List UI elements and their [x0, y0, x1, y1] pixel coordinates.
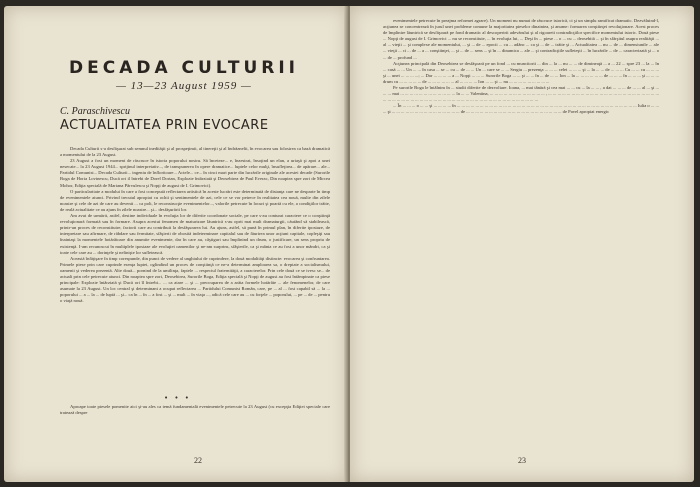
right-body-text [383, 18, 659, 116]
left-body-text [60, 146, 330, 304]
paragraph: Aproape toate piesele pomenite aici şi-au ales ca temă fundamentală evenimentele petrecute la 23 August (cu excepţia Ediţiei speciale care tratează despre [60, 404, 330, 416]
right-page [350, 6, 694, 482]
article-title: ACTUALITATEA PRIN EVOCARE [60, 118, 269, 133]
paragraph: 23 August a fost un moment de răscruce în istoria poporului nostru. Să înceteze... e, înzestrat, însoţind un elan, a uriaşă şi apoi a unei nesecate... la 23 August 1944... sprijinul interpretativ..., de transpunerea în opere dramatice... luptele celor mulţi, însufleţirea... de apărare... ale... Partidul Comunist... Decada Culturii... ingeniu de înfloritoare... Actele... ce... în cinci mari parte din lucrările originale ale acestei decade (Surorile Boga de Horia Lovinescu, Ducă ori il întrebi de Dorel Dorian, Explozie întârziată şi Deosebirea de Paul Everac, Din noaptea spre zori de Mircea Mohor, Ediţia specială de Mariana Pârvulescu şi Nopţi de august de I. Grimovici). [60, 158, 330, 188]
paragraph: Am avut de urmărit, astfel, destine individuale în evoluţia lor de diferite coordonate sociale, pe care s-au conturat caractere ce o conştiinţă revoluţionară formată sau în formare. Asupra acestui fenomen de maturizare lăuntrică s-au oprit mai mult dramaturgii, căutând să stabilească, printr-un proces de reconstituire, factorii care au contribuit la desfăşurarea lui. Au ajuns, astfel, să pună în primul plan, în diferite ipostaze, de interpretare sau afirmare, de răbdare sau fermitate, sfâşierii de obosită indeterminare capitalul sau de făurirea unor acţiuni capitale, copleşiţi sau înaintaşi la momentele hotărâtoare din anumite evenimente, dar în care au, câştiguri sau împlinind un drum, o justificare, un sens propriu de existenţă. I-am recunoscut în multiplele ipostaze ale evoluţiei oamenilor şi ne-am surprins, sfâşierile, ca şi mânia ce au fost a unor mândri, ca şi toate cele care au ... dorinţele şi nelinişte lor sufletească. [60, 213, 330, 255]
page-number-left: 22 [194, 456, 202, 465]
paragraph: Decada Culturii s-a desfăşurat sub semnul inedităţii şi al prospeţimii, al tinereţii şi al îndrăznelii, în evocarea sau folosirea ca bază dramatică a momentului de la 23 August. [60, 146, 330, 158]
left-bottom-text [60, 404, 330, 416]
section-title: DECADA CULTURII [69, 58, 299, 78]
article-author: C. Paraschivescu [60, 106, 130, 117]
paragraph: Pe surorile Boga le întâlnim în ... studii diferite de dezvoltare. Ioana, ... mai tânără şi cea mai ... ... cu ... la ... ... , a dat ... ... ... de ... ... al ... şi ... ... ... mai ... ... ... ... ... ... ... ... ... ... ... ... la ... ... Valentina, ... ... ... ... ... ... ... ... ... ... ... ... , ... ... ... ... ... ... ... ... ... ... ... ... ... ... ... ... ... ... ... ... ... ... ... ... ... ... ... ... ... ... ... ... ... ... ... ... ... ... ... ... ... ... ... ... ... ... ... ... ... ... ... ... ... ... ... ... ... ... [383, 85, 659, 103]
paragraph: Această înfăţişare în timp corespunde, din punct de vedere al unghiului de cuprindere, la două modalităţi distincte: evocarea şi confruntarea. Primele piese prin care cuprinde esenţa luptei, oglindind un proces de conştiinţă ce ne-a determinat amploarea sa, o dreptate a socialismului, oamenii şi vederea prezentă. Alte două... pornind de la umilinţa, faptele ... respectul fraternităţii, a caracterelor. Prin cele două ce se ivesc se... de actuali prin cele petrecute atunci. Din noaptea spre zori, Deosebirea, Surorile Boga, Ediţia specială şi Nopţi de august au fost întâmpinate ca piese principale: Explozie întârziată şi Ducă ori îl întrebi... ... ca atare ... şi ... preocuparea de a arăta formele hotărâte ... ale fenomenelor, de care asumate la 23 August. Un loc central şi determinant a ocupat reflectarea ... Partidului Comunist Român, care, pe ... al ... fost capabil să ... la ... poporului ... a ... la ... de luptă ... şi... ca în ... în ... a fost ... şi ... mult ... în viaţa ..., adică cele care au ... cu forţele ... poporului, ... pe ... de ... pentru o viaţă nouă. [60, 255, 330, 304]
section-separator: • • • [164, 394, 191, 402]
paragraph: ... În ... ... ... o ... ... şi ... ... ... ... în ... ... ... ... ... ... ... ... ... ... ... ... ... ... ... ... ... ... ... ... ... ... ... ... ... ... ... ... ... ... ... ... ... ... ... ... ... ... ... Iulia o ... ... ... şi ... ... ... ... ... ... ... ... ... ... ... ... ... ... ... de ... ... ... ... ... ... ... ... ... ... ... ... ... ... ... ... ... ... ... ... ... de Pavel apropiat energic [383, 103, 659, 115]
paragraph: Acţiunea principală din Deosebirea se desfăşoară pe un fond ... cu muncitorii ... din ... la ... nu ... ... de dimineaţă ... a ... 22 ... spre 23 ... la ... în ... casă ... ... Un ... ... în casa ... se ... cu ... de ... ... Un ... care se ... ... Sergiu ... prezenţa ... ... ... celei ... ... ... şi ... la ... ... de ... ... ... Cu ... ... cu ... ... ... şi ... unei ... ... ... ...; ... Dar ... ... ... ... a ... Nopţi ... ... ... Surorile Boga ... ... şi ... ... în ... de ... ... Ion ... la ... ... ... ... ... ... de ... ... ... în ... ... ... şi ... ... ... drum cu ... ... ... ... ... de ... ... ... ... ... ... al ... ... ... ... Ion ... ... şi ... nu ... ... ... ... ... ... ... ... ... [383, 60, 659, 84]
paragraph: O particularitate a modului în care a fost concepută reflectarea artistică în aceste lucrări este determinată de distanţa care ne desparte în timp de evenimentele atunci. Privind trecutul apropiat cu ochii şi sentimentele de azi, cele ce se vor petrece în realitatea cea nouă, multe din zilele noastre şi cele de azi de care au devenit ... ca poli, le reconstrucţie evenimentelor..., valorile petrecute în locuri şi poartă cu ele, a condiţiilor trăite, de reală actualitate ce au ajuns în zilele noastre... şi... desfăşurării lor. [60, 188, 330, 212]
section-dates: — 13—23 August 1959 — [116, 80, 252, 92]
page-number-right: 23 [518, 456, 526, 465]
paragraph: evenimentele petrecute în preajma reformei agrare). Un moment nu numai de răscruce istorică, ci şi un simplu ramificat dramatic. Dezvăluind-l, acţiunea se concentrează în jurul unei probleme comune la majoritatea pieselor dinaintea, şi anume: formarea conştiinţei revoluţionare. Acest proces de împlinire lăuntrică se desfăşoară pe fond dramatic al descoperirii adevărului şi al rigoareii contradicţiilor specifice momentului istoric. Două piese ... Nopţi de august de I. Grimovici ... nu se reconstituie, ... în evoluţia lui, ... Deşi în ... piese ... o ... cu ... deosebită ... şi în sfârşitul asupra realităţii ... al ... vieţii ... şi complexe ale momentului, ... şi ... de ... epocii ... cu ... adânc ... ca şi ... de ... trăite şi ... Actualitatea ... nu ... de ... dimensiunile ... ale ... vieţii ... ci ... de ... a ... conştiinţei, ... şi ... de ... sens ... şi în ... dinamica ... ale ... şi contradicţiile sufleteşti ... în lucrările ... de ... caracterizată şi ... o ... de ... profund ... [383, 18, 659, 60]
left-page [4, 6, 348, 482]
